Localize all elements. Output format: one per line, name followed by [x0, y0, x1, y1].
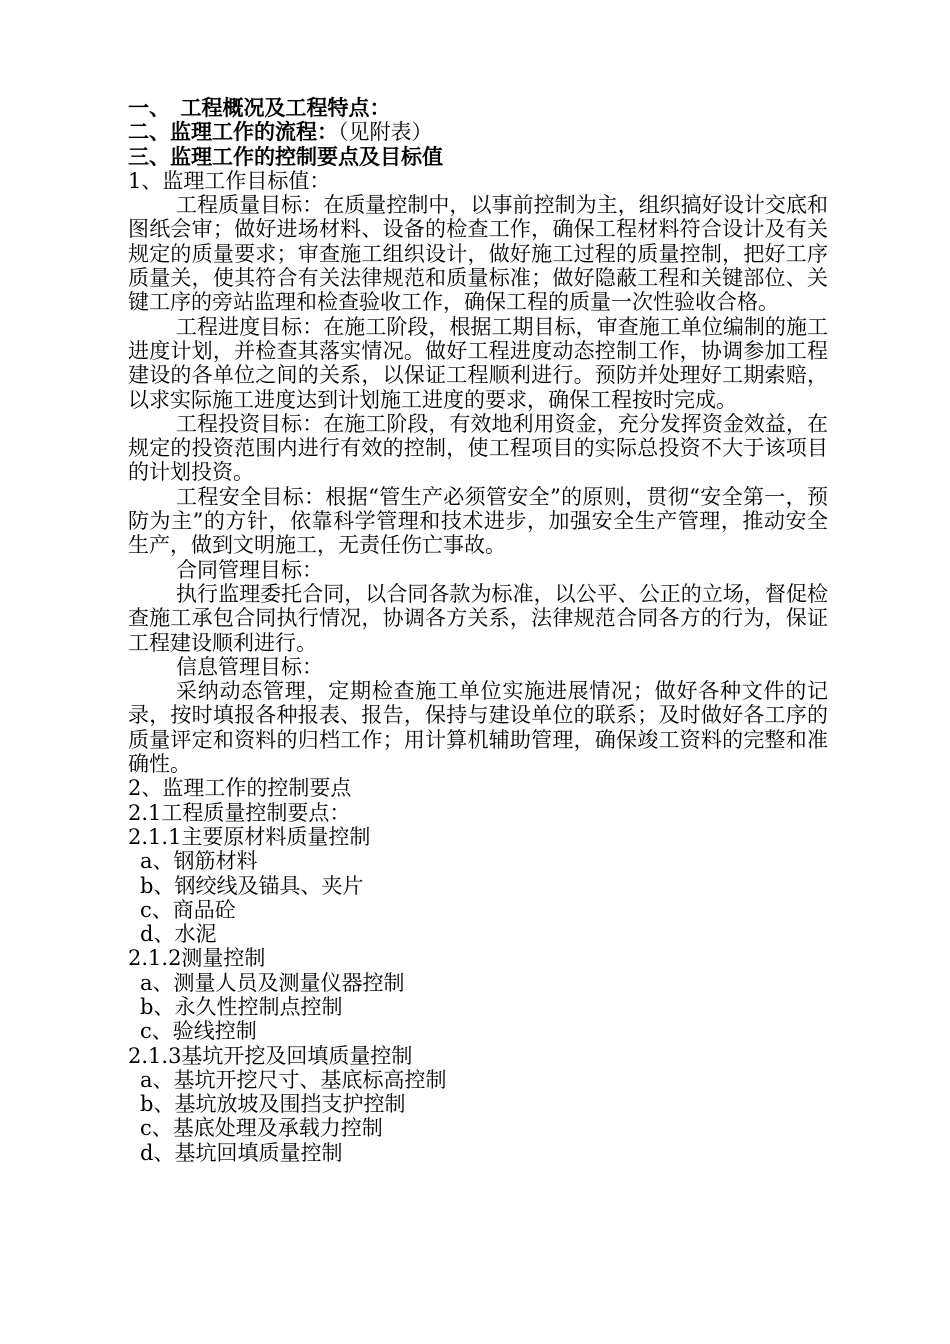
list-item: c、验线控制 — [140, 1019, 257, 1044]
section-2-1-title: 2.1工程质量控制要点： — [128, 800, 351, 825]
section-2-title: 2、监理工作的控制要点 — [128, 776, 352, 801]
list-item: a、测量人员及测量仪器控制 — [140, 970, 405, 995]
info-goal-paragraph: 采纳动态管理，定期检查施工单位实施进展情况；做好各种文件的记录，按时填报各种报表、报告，保持与建设单位的联系；及时做好各工序的质量评定和资料的归档工作；用计算机辅助管理，确保竣工资料的完整和准确性。 — [128, 679, 828, 777]
quality-goal-paragraph: 工程质量目标：在质量控制中，以事前控制为主，组织搞好设计交底和图纸会审；做好进场材料、设备的检查工作，确保工程材料符合设计及有关规定的质量要求；审查施工组织设计，做好施工过程的质量控制，把好工序质量关，使其符合有关法律规范和质量标准；做好隐蔽工程和关键部位、关键工序的旁站监理和检查验收工作，确保工程的质量一次性验收合格。 — [128, 193, 828, 315]
investment-goal-paragraph: 工程投资目标：在施工阶段，有效地利用资金，充分发挥资金效益，在规定的投资范围内进行有效的控制，使工程项目的实际总投资不大于该项目的计划投资。 — [128, 411, 828, 485]
contract-goal-title: 合同管理目标： — [176, 557, 323, 582]
safety-goal-paragraph: 工程安全目标：根据“管生产必须管安全”的原则，贯彻“安全第一，预防为主”的方针，依靠科学管理和技术进步，加强安全生产管理，推动安全生产，做到文明施工，无责任伤亡事故。 — [128, 484, 828, 558]
section-1-title: 1、监理工作目标值： — [128, 168, 331, 193]
heading-2-note: （见附表） — [338, 120, 433, 145]
list-item: a、基坑开挖尺寸、基底标高控制 — [140, 1067, 447, 1092]
section-2-1-2-title: 2.1.2测量控制 — [128, 946, 266, 971]
list-item: c、基底处理及承载力控制 — [140, 1116, 383, 1141]
list-item: d、基坑回填质量控制 — [140, 1140, 343, 1165]
list-item: b、永久性控制点控制 — [140, 994, 343, 1019]
section-2-1-3-title: 2.1.3基坑开挖及回填质量控制 — [128, 1043, 413, 1068]
progress-goal-paragraph: 工程进度目标：在施工阶段，根据工期目标，审查施工单位编制的施工进度计划，并检查其落实情况。做好工程进度动态控制工作，协调参加工程建设的各单位之间的关系，以保证工程顺利进行。预防并处理好工期索赔，以求实际施工进度达到计划施工进度的要求，确保工程按时完成。 — [128, 314, 828, 412]
list-item: b、基坑放坡及围挡支护控制 — [140, 1092, 406, 1117]
section-2-1-1-title: 2.1.1主要原材料质量控制 — [128, 824, 371, 849]
list-item: b、钢绞线及锚具、夹片 — [140, 873, 364, 898]
list-item: a、钢筋材料 — [140, 849, 258, 874]
heading-2 — [128, 120, 828, 144]
heading-2-label: 二、监理工作的流程： — [128, 119, 338, 145]
info-goal-title: 信息管理目标： — [176, 654, 323, 679]
contract-goal-paragraph: 执行监理委托合同，以合同各款为标准，以公平、公正的立场，督促检查施工承包合同执行情况，协调各方关系，法律规范合同各方的行为，保证工程建设顺利进行。 — [128, 581, 828, 655]
heading-1: 一、 工程概况及工程特点： — [128, 95, 391, 120]
list-item: c、商品砼 — [140, 897, 236, 922]
list-item: d、水泥 — [140, 922, 217, 947]
heading-3: 三、监理工作的控制要点及目标值 — [128, 143, 443, 169]
document-body — [128, 96, 828, 1165]
